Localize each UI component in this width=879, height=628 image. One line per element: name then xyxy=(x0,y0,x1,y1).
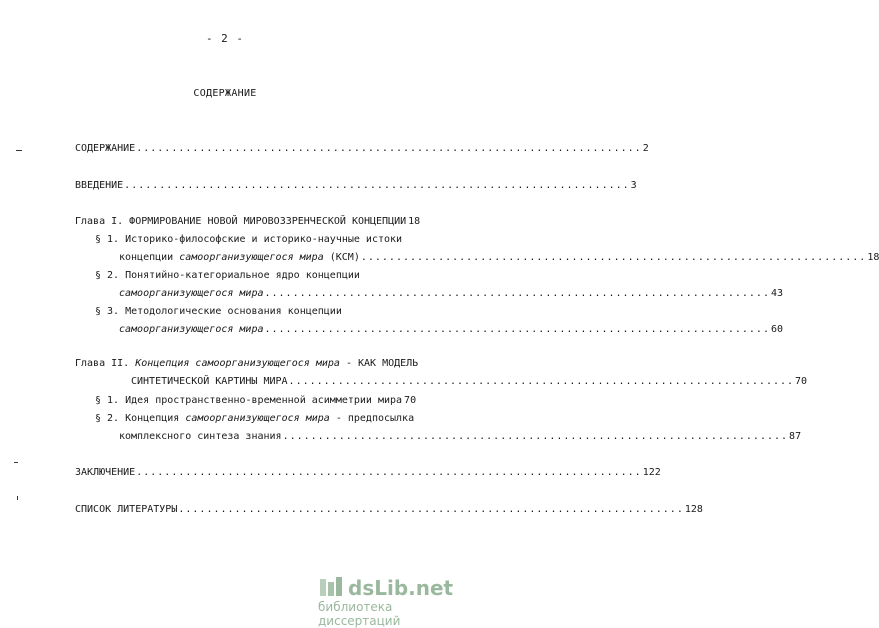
toc-entry-page: 70 xyxy=(404,395,417,406)
toc-entry-label: ЗАКЛЮЧЕНИЕ xyxy=(75,467,136,478)
toc-entry-page: 70 xyxy=(795,376,808,387)
toc-entry-ch1-s2-line1[interactable]: § 2. Понятийно-категориальное ядро концепции xyxy=(95,270,360,281)
page-title: СОДЕРЖАНИЕ xyxy=(193,88,257,99)
toc-entry-page: 43 xyxy=(770,288,784,299)
toc-entry-ch1-s3-line1[interactable]: § 3. Методологические основания концепции xyxy=(95,306,342,317)
toc-entry-chapter-2-line1[interactable]: Глава II. Концепция самоорганизующегося мира - КАК МОДЕЛЬ xyxy=(75,358,419,369)
toc-entry-ch2-s2-line1[interactable]: § 2. Концепция самоорганизующегося мира - предпосылка xyxy=(95,413,415,424)
leader-dots: ........................................................................ xyxy=(136,467,642,478)
page-number: - 2 - xyxy=(205,32,245,45)
toc-entry-conclusion[interactable] xyxy=(75,466,661,480)
toc-entry-ch1-s1-line2[interactable] xyxy=(119,251,879,265)
toc-entry-chapter-2-line2[interactable] xyxy=(131,375,808,389)
leader-dots: ........................................................................ xyxy=(124,180,630,191)
toc-entry-label: § 1. Идея пространственно-временной асимметрии мира xyxy=(95,395,403,406)
toc-entry-contents[interactable] xyxy=(75,142,649,156)
toc-entry-ch1-s2-line2[interactable] xyxy=(119,287,784,301)
toc-entry-label: концепции самоорганизующегося мира (КСМ) xyxy=(119,252,360,263)
toc-entry-page: 122 xyxy=(642,467,661,478)
toc-entry-label: ВВЕДЕНИЕ xyxy=(75,180,124,191)
toc-entry-page: 2 xyxy=(642,143,649,154)
toc-entry-introduction[interactable] xyxy=(75,179,637,193)
toc-entry-label: СОДЕРЖАНИЕ xyxy=(75,143,136,154)
toc-entry-ch1-s1-line1[interactable]: § 1. Историко-философские и историко-научные истоки xyxy=(95,234,403,245)
leader-dots: ........................................................................ xyxy=(360,252,867,263)
toc-entry-page: 18 xyxy=(408,216,421,227)
scan-mark xyxy=(14,462,18,463)
leader-dots: ........................................................................ xyxy=(288,376,795,387)
toc-entry-page: 18 xyxy=(867,252,879,263)
toc-entry-references[interactable] xyxy=(75,503,703,517)
leader-dots: ........................................................................ xyxy=(264,288,770,299)
toc-entry-page: 60 xyxy=(770,324,784,335)
leader-dots: ........................................................................ xyxy=(178,504,684,515)
toc-entry-ch2-s1[interactable] xyxy=(95,394,417,408)
toc-entry-ch2-s2-line2[interactable] xyxy=(119,430,802,444)
toc-entry-label: самоорганизующегося мира xyxy=(119,288,264,299)
toc-entry-label: СИНТЕТИЧЕСКОЙ КАРТИНЫ МИРА xyxy=(131,376,288,387)
leader-dots: ........................................................................ xyxy=(282,431,789,442)
toc-entry-page: 128 xyxy=(684,504,703,515)
toc-entry-label: комплексного синтеза знания xyxy=(119,431,282,442)
book-stack-icon xyxy=(318,576,344,598)
toc-entry-page: 87 xyxy=(789,431,802,442)
toc-entry-ch1-s3-line2[interactable] xyxy=(119,323,784,337)
toc-entry-label: Глава I. ФОРМИРОВАНИЕ НОВОЙ МИРОВОЗЗРЕНЧЕСКОЙ КОНЦЕПЦИИ xyxy=(75,216,407,227)
watermark-logo: dsLib.net xyxy=(348,576,454,600)
toc-entry-label: самоорганизующегося мира xyxy=(119,324,264,335)
toc-entry-page: 3 xyxy=(630,180,637,191)
scan-mark xyxy=(16,150,22,151)
watermark-subtitle: библиотека диссертаций xyxy=(318,600,401,628)
scan-mark xyxy=(17,496,18,500)
leader-dots: ........................................................................ xyxy=(136,143,642,154)
leader-dots: ........................................................................ xyxy=(264,324,770,335)
toc-entry-label: СПИСОК ЛИТЕРАТУРЫ xyxy=(75,504,178,515)
toc-entry-chapter-1[interactable] xyxy=(75,215,421,229)
